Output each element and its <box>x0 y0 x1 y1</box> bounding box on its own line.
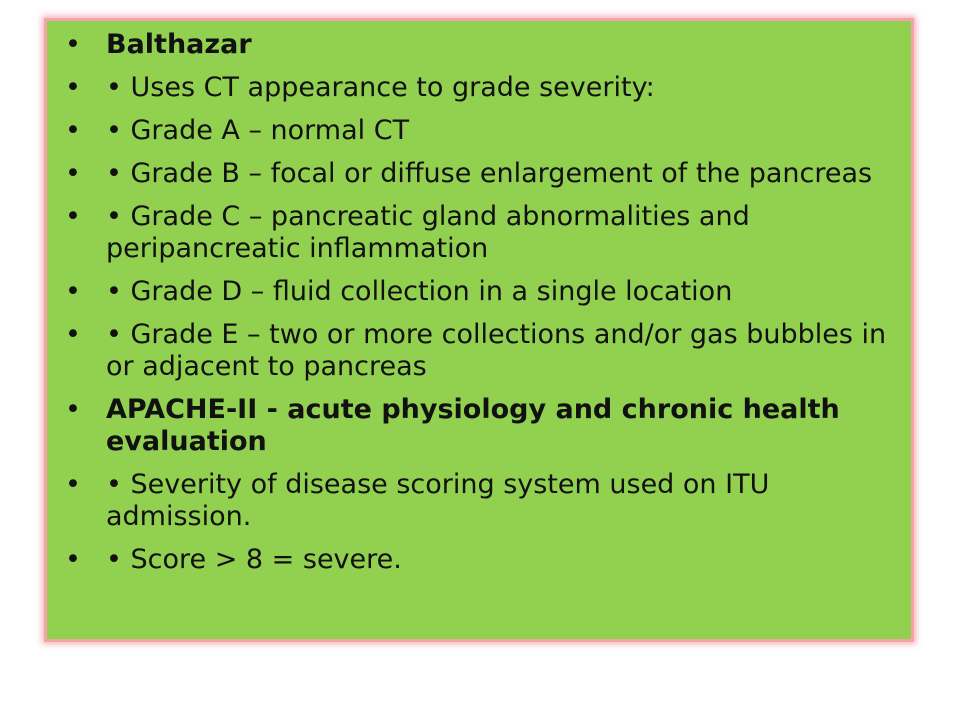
bullet-list <box>58 29 908 587</box>
list-item-text: • Grade C – pancreatic gland abnormalities and peripancreatic inflammation <box>106 201 750 264</box>
bullet-icon: • <box>65 29 81 60</box>
list-item-text: • Grade E – two or more collections and/or gas bubbles in or adjacent to pancreas <box>106 319 887 382</box>
list-item-text: • Grade A – normal CT <box>106 115 410 146</box>
list-item <box>58 319 908 383</box>
list-item <box>58 29 908 61</box>
bullet-icon: • <box>65 72 81 103</box>
list-item-text: APACHE-II - acute physiology and chronic health evaluation <box>106 394 840 457</box>
bullet-icon: • <box>65 201 81 232</box>
bullet-icon: • <box>65 544 81 575</box>
content-text-box <box>44 18 914 642</box>
bullet-icon: • <box>65 158 81 189</box>
list-item <box>58 158 908 190</box>
list-item-text: • Grade B – focal or diffuse enlargement of the pancreas <box>106 158 873 189</box>
list-item-text: Balthazar <box>106 29 252 60</box>
bullet-icon: • <box>65 276 81 307</box>
bullet-icon: • <box>65 115 81 146</box>
list-item <box>58 72 908 104</box>
list-item-text: • Grade D – fluid collection in a single location <box>106 276 733 307</box>
list-item <box>58 201 908 265</box>
list-item-text: • Score > 8 = severe. <box>106 544 402 575</box>
list-item <box>58 394 908 458</box>
list-item-text: • Severity of disease scoring system used on ITU admission. <box>106 469 770 532</box>
list-item <box>58 115 908 147</box>
bullet-icon: • <box>65 469 81 500</box>
list-item <box>58 469 908 533</box>
bullet-icon: • <box>65 394 81 425</box>
list-item <box>58 544 908 576</box>
list-item-text: • Uses CT appearance to grade severity: <box>106 72 655 103</box>
bullet-icon: • <box>65 319 81 350</box>
list-item <box>58 276 908 308</box>
